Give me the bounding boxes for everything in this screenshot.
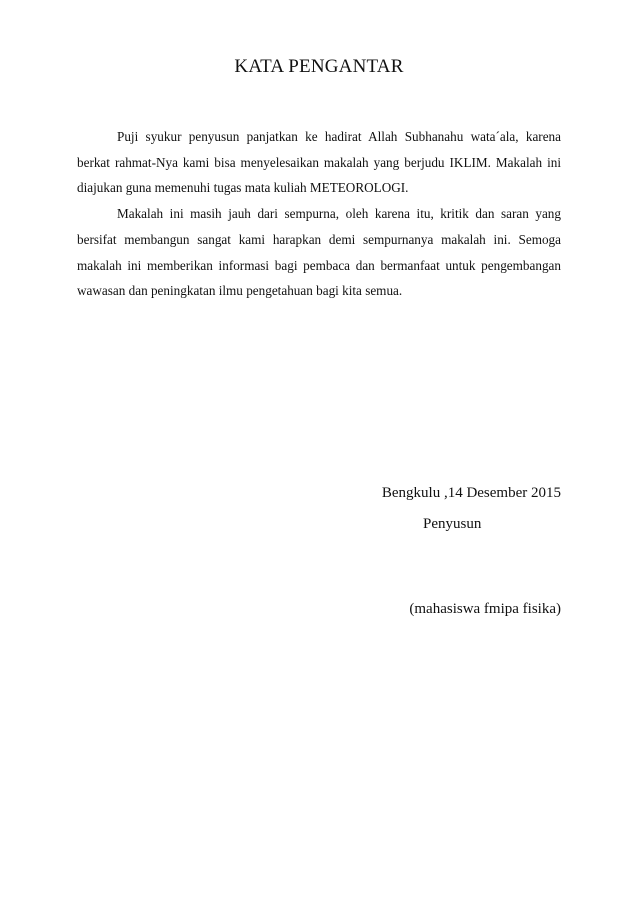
paragraph-1: Puji syukur penyusun panjatkan ke hadirat Allah Subhanahu wata´ala, karena berkat rahmat-Nya kami bisa menyelesaikan makalah yang berjudu IKLIM. Makalah ini diajukan guna memenuhi tugas mata kuliah METEOROLOGI. (77, 129, 561, 196)
page-title: KATA PENGANTAR (234, 56, 404, 77)
signature-name: (mahasiswa fmipa fisika) (409, 601, 561, 617)
paragraph-2: Makalah ini masih jauh dari sempurna, oleh karena itu, kritik dan saran yang bersifat membangun sangat kami harapkan demi sempurnanya makalah ini. Semoga makalah ini memberikan informasi bagi pembaca dan bermanfaat untuk pengembangan wawasan dan peningkatan ilmu pengetahuan bagi kita semua. (77, 206, 561, 299)
signature-place-date: Bengkulu ,14 Desember 2015 (381, 485, 561, 501)
body-text (77, 124, 561, 304)
signature-role: Penyusun (423, 516, 482, 532)
